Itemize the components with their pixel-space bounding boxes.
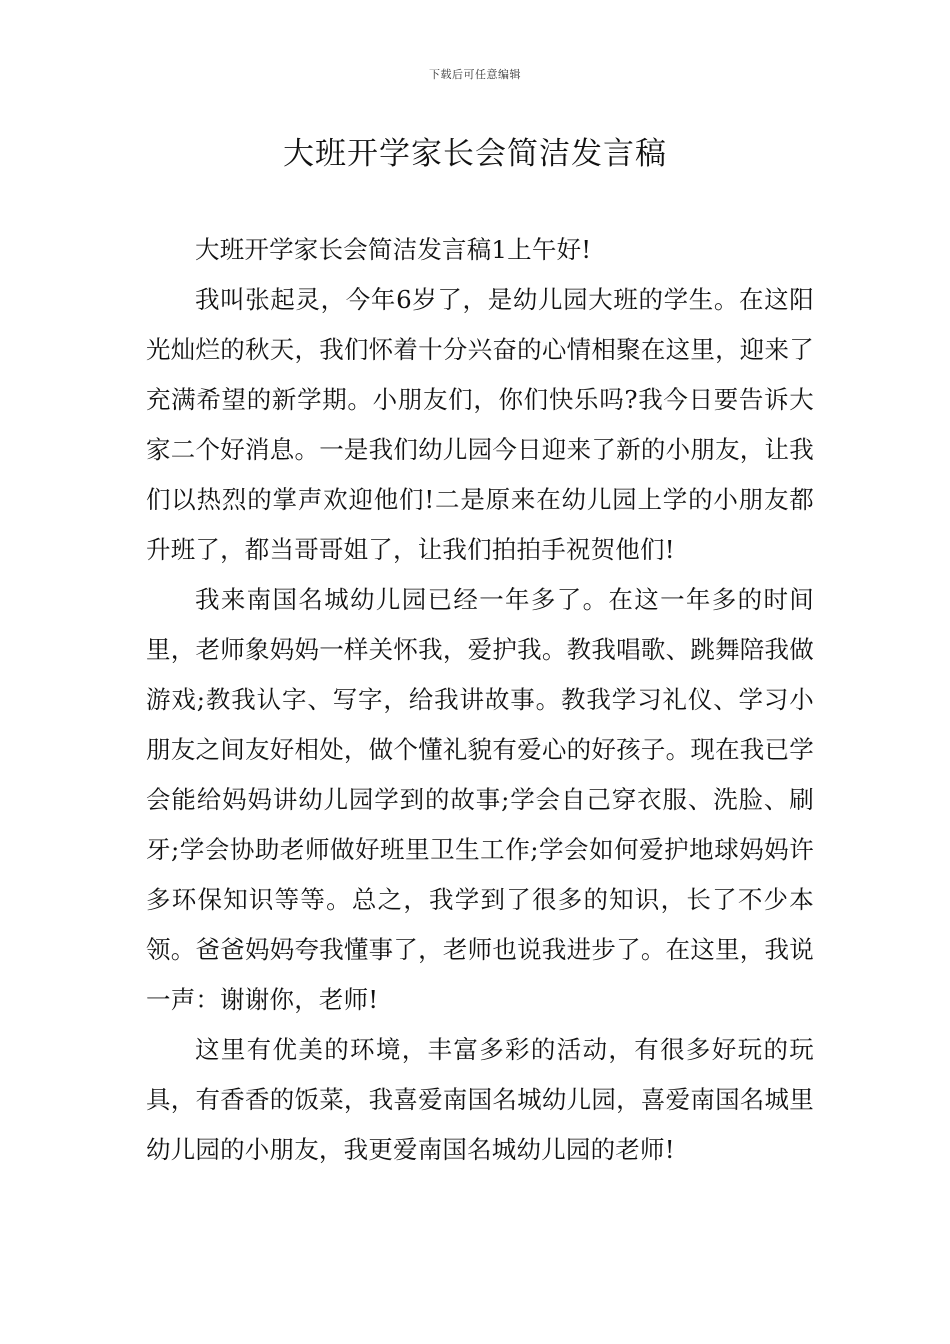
header-note: 下载后可任意编辑 <box>429 68 521 81</box>
paragraph-learning: 我来南国名城幼儿园已经一年多了。在这一年多的时间里，老师象妈妈一样关怀我，爱护我。教我唱歌、跳舞陪我做游戏;教我认字、写字，给我讲故事。教我学习礼仪、学习小朋友之间友好相处，做个懂礼貌有爱心的好孩子。现在我已学会能给妈妈讲幼儿园学到的故事;学会自己穿衣服、洗脸、刷牙;学会协助老师做好班里卫生工作;学会如何爱护地球妈妈许多环保知识等等。总之，我学到了很多的知识，长了不少本领。爸爸妈妈夸我懂事了，老师也说我进步了。在这里，我说一声：谢谢你，老师! <box>146 585 814 1014</box>
paragraph-introduction: 我叫张起灵，今年6岁了，是幼儿园大班的学生。在这阳光灿烂的秋天，我们怀着十分兴奋的心情相聚在这里，迎来了充满希望的新学期。小朋友们，你们快乐吗?我今日要告诉大家二个好消息。一是我们幼儿园今日迎来了新的小朋友，让我们以热烈的掌声欢迎他们!二是原来在幼儿园上学的小朋友都升班了，都当哥哥姐了，让我们拍拍手祝贺他们! <box>146 285 814 564</box>
paragraph-greeting: 大班开学家长会简洁发言稿1上午好! <box>195 235 592 264</box>
document-body <box>146 225 814 1175</box>
page-title: 大班开学家长会简洁发言稿 <box>283 136 667 172</box>
paragraph-closing: 这里有优美的环境，丰富多彩的活动，有很多好玩的玩具，有香香的饭菜，我喜爱南国名城幼儿园，喜爱南国名城里幼儿园的小朋友，我更爱南国名城幼儿园的老师! <box>146 1035 814 1164</box>
